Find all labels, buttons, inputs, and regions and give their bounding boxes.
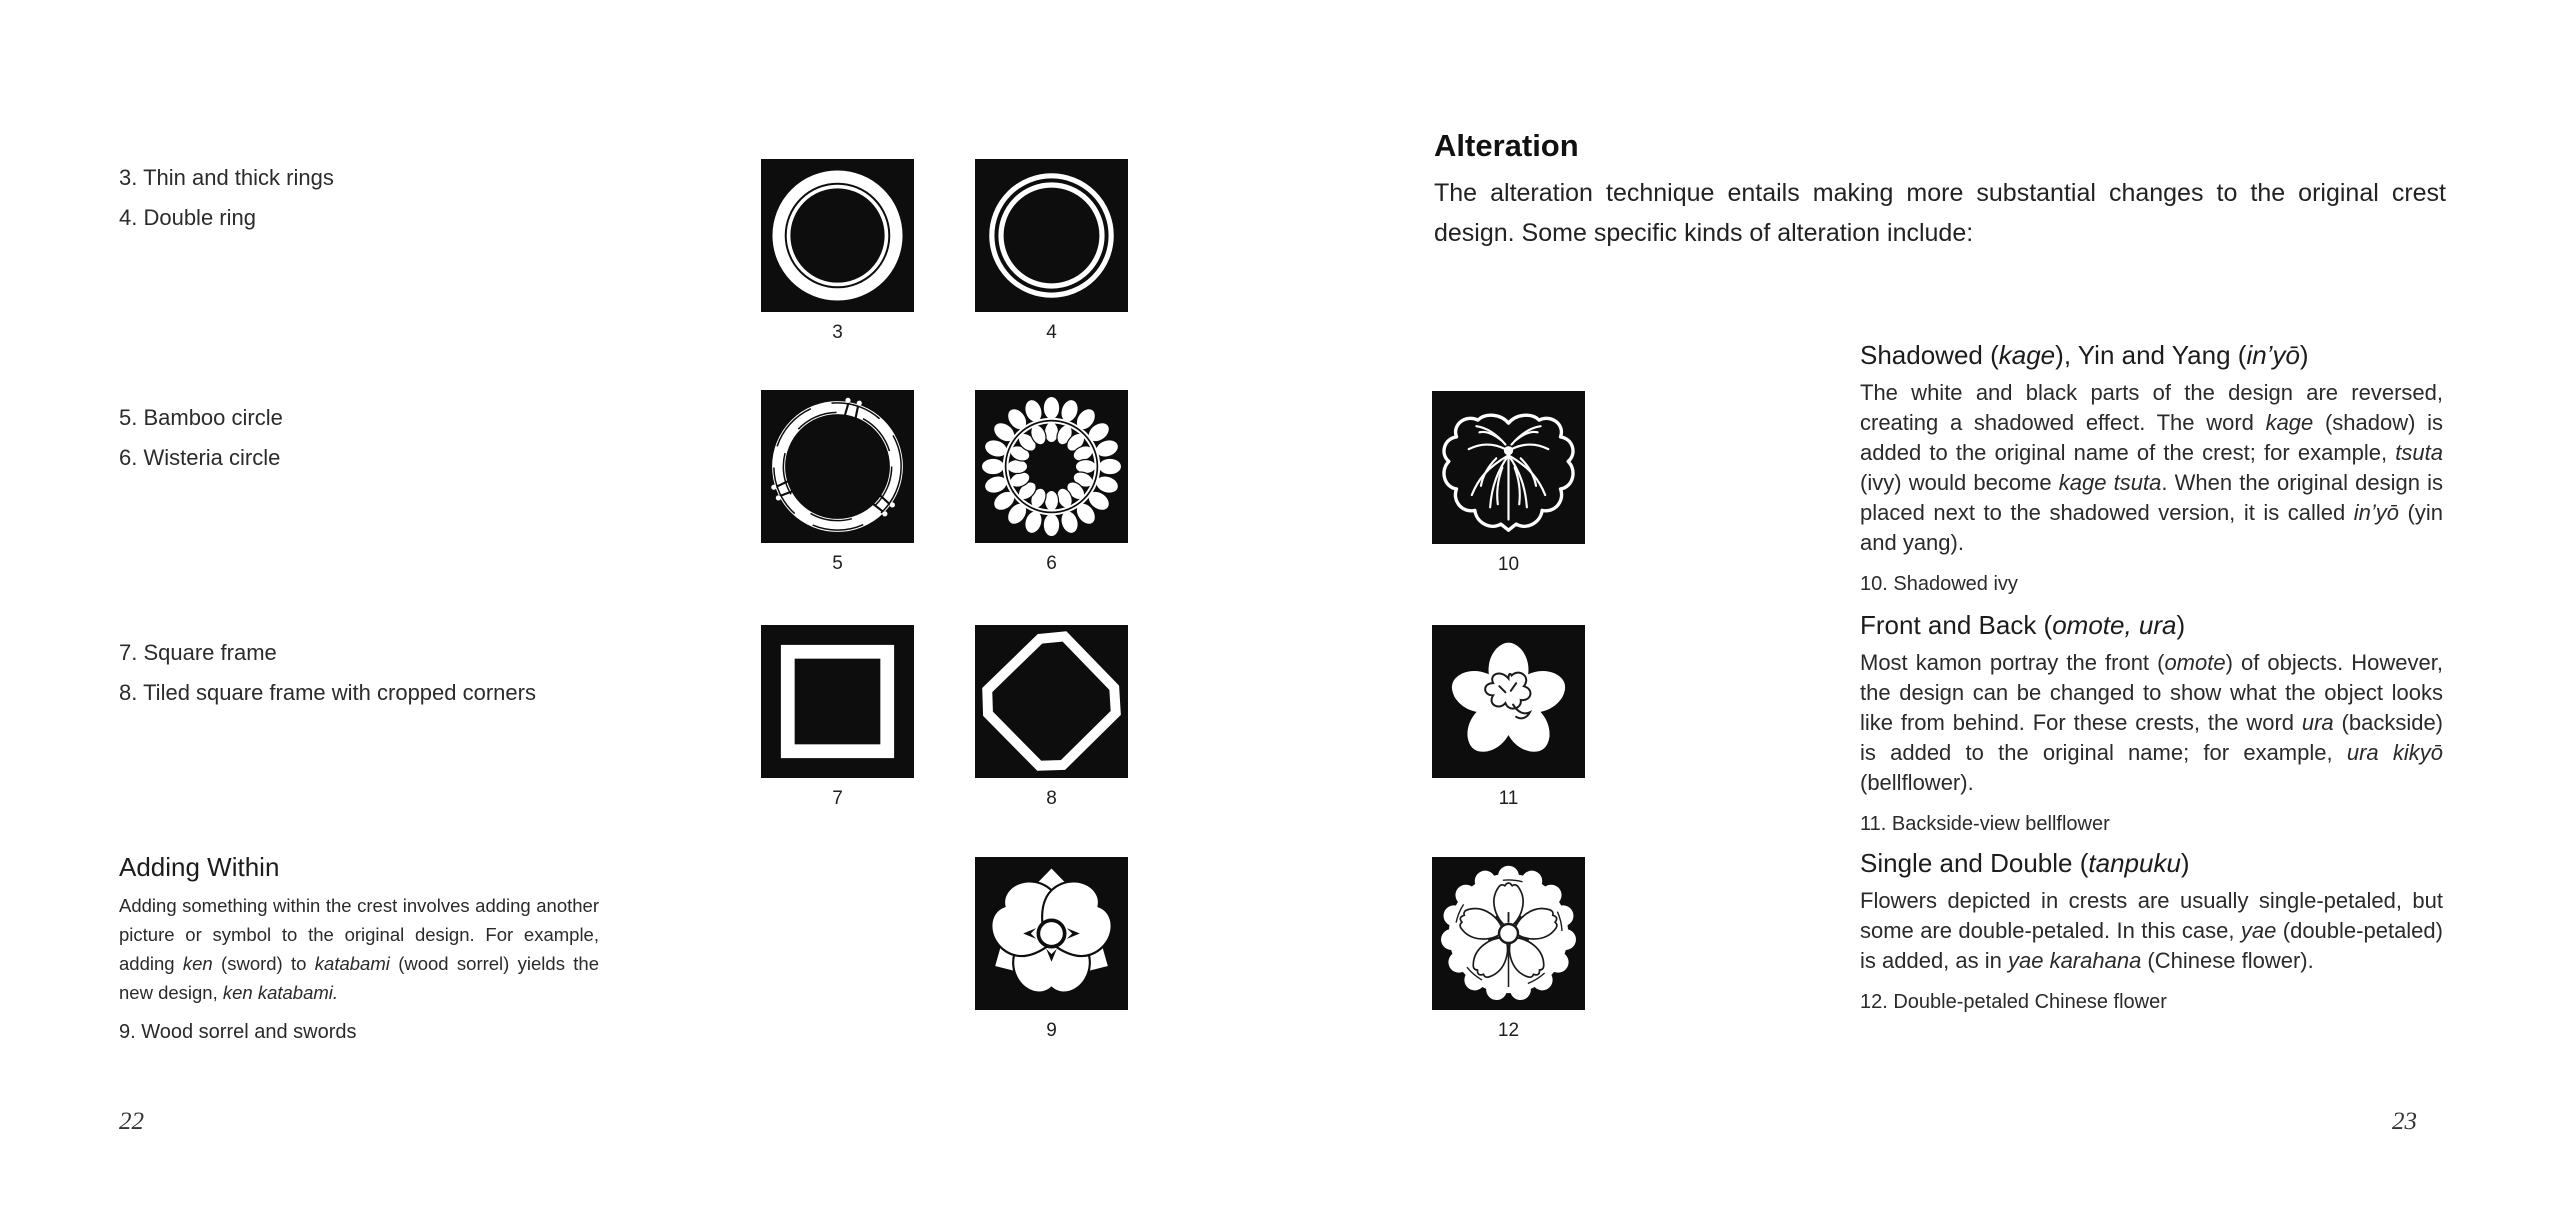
square-frame-crest-icon	[761, 625, 914, 778]
crest-tile-12	[1432, 857, 1585, 1042]
cropped-corner-frame-crest-icon	[975, 625, 1128, 778]
crest-number: 7	[832, 788, 843, 809]
crest-number: 12	[1497, 1020, 1520, 1041]
crest-tile-11	[1432, 625, 1585, 810]
label-group-rings	[119, 158, 334, 238]
crest-number: 3	[832, 322, 843, 343]
crest-number: 9	[1046, 1020, 1057, 1041]
crest-label-7: 7. Square frame	[119, 640, 277, 665]
wood-sorrel-swords-crest-icon	[975, 857, 1128, 1010]
crest-number: 11	[1498, 788, 1519, 809]
shadowed-ivy-crest-icon	[1432, 391, 1585, 544]
section-front-back	[1860, 610, 2443, 836]
adding-within-heading: Adding Within	[119, 852, 280, 882]
caption-11: 11. Backside-view bellflower	[1860, 813, 2110, 836]
caption-9: 9. Wood sorrel and swords	[119, 1021, 357, 1044]
section-shadowed-heading: Shadowed (kage), Yin and Yang (in’yō)	[1860, 340, 2309, 370]
caption-12: 12. Double-petaled Chinese flower	[1860, 991, 2167, 1014]
crest-tile-4	[975, 159, 1128, 344]
caption-10: 10. Shadowed ivy	[1860, 573, 2018, 596]
alteration-intro: The alteration technique entails making more substantial changes to the original crest design. Some specific kinds of alteration include:	[1434, 179, 2446, 247]
crest-tile-7	[761, 625, 914, 810]
crest-tile-5	[761, 390, 914, 575]
backside-bellflower-crest-icon	[1432, 625, 1585, 778]
crest-tile-10	[1432, 391, 1585, 576]
crest-tile-3	[761, 159, 914, 344]
adding-within-body: Adding something within the crest involves adding another picture or symbol to the original design. For example, adding ken (sword) to katabami (wood sorrel) yields the new design, ken katabami.	[119, 895, 599, 1004]
section-front-back-body: Most kamon portray the front (omote) of objects. However, the design can be changed to show what the object looks like from behind. For these crests, the word ura (backside) is added to the original name; for example, ura kikyō (bellflower).	[1860, 650, 2444, 796]
bamboo-circle-crest-icon	[761, 390, 914, 543]
crest-tile-9	[975, 857, 1128, 1042]
double-ring-crest-icon	[975, 159, 1128, 312]
crest-tile-6	[975, 390, 1128, 575]
wisteria-circle-crest-icon	[975, 390, 1128, 543]
section-shadowed	[1860, 340, 2443, 596]
adding-within-section	[119, 852, 599, 1044]
crest-number: 6	[1046, 553, 1057, 574]
crest-label-4: 4. Double ring	[119, 205, 256, 230]
crest-label-8: 8. Tiled square frame with cropped corners	[119, 680, 536, 705]
crest-number: 8	[1046, 788, 1057, 809]
crest-label-3: 3. Thin and thick rings	[119, 165, 334, 190]
thin-thick-rings-crest-icon	[761, 159, 914, 312]
alteration-heading: Alteration	[1434, 128, 1579, 163]
section-front-back-heading: Front and Back (omote, ura)	[1860, 610, 2186, 640]
page-number-left: 22	[119, 1108, 144, 1135]
label-group-circles	[119, 398, 283, 478]
page-number-right: 23	[2392, 1108, 2417, 1135]
crest-number: 5	[832, 553, 843, 574]
double-chinese-flower-crest-icon	[1432, 857, 1585, 1010]
section-shadowed-body: The white and black parts of the design are reversed, creating a shadowed effect. The word kage (shadow) is added to the original name of the crest; for example, tsuta (ivy) would become kage tsuta. When the original design is placed next to the shadowed version, it is called in’yō (yin and yang).	[1860, 380, 2444, 556]
crest-label-6: 6. Wisteria circle	[119, 445, 281, 470]
alteration-intro-block	[1434, 128, 2446, 253]
crest-label-5: 5. Bamboo circle	[119, 405, 283, 430]
crest-tile-8	[975, 625, 1128, 810]
label-group-frames	[119, 633, 536, 713]
crest-number: 4	[1046, 322, 1057, 343]
section-single-double-body: Flowers depicted in crests are usually single-petaled, but some are double-petaled. In this case, yae (double-petaled) is added, as in yae karahana (Chinese flower).	[1860, 888, 2443, 974]
section-single-double	[1860, 848, 2443, 1014]
crest-number: 10	[1497, 554, 1520, 575]
section-single-double-heading: Single and Double (tanpuku)	[1860, 848, 2190, 878]
